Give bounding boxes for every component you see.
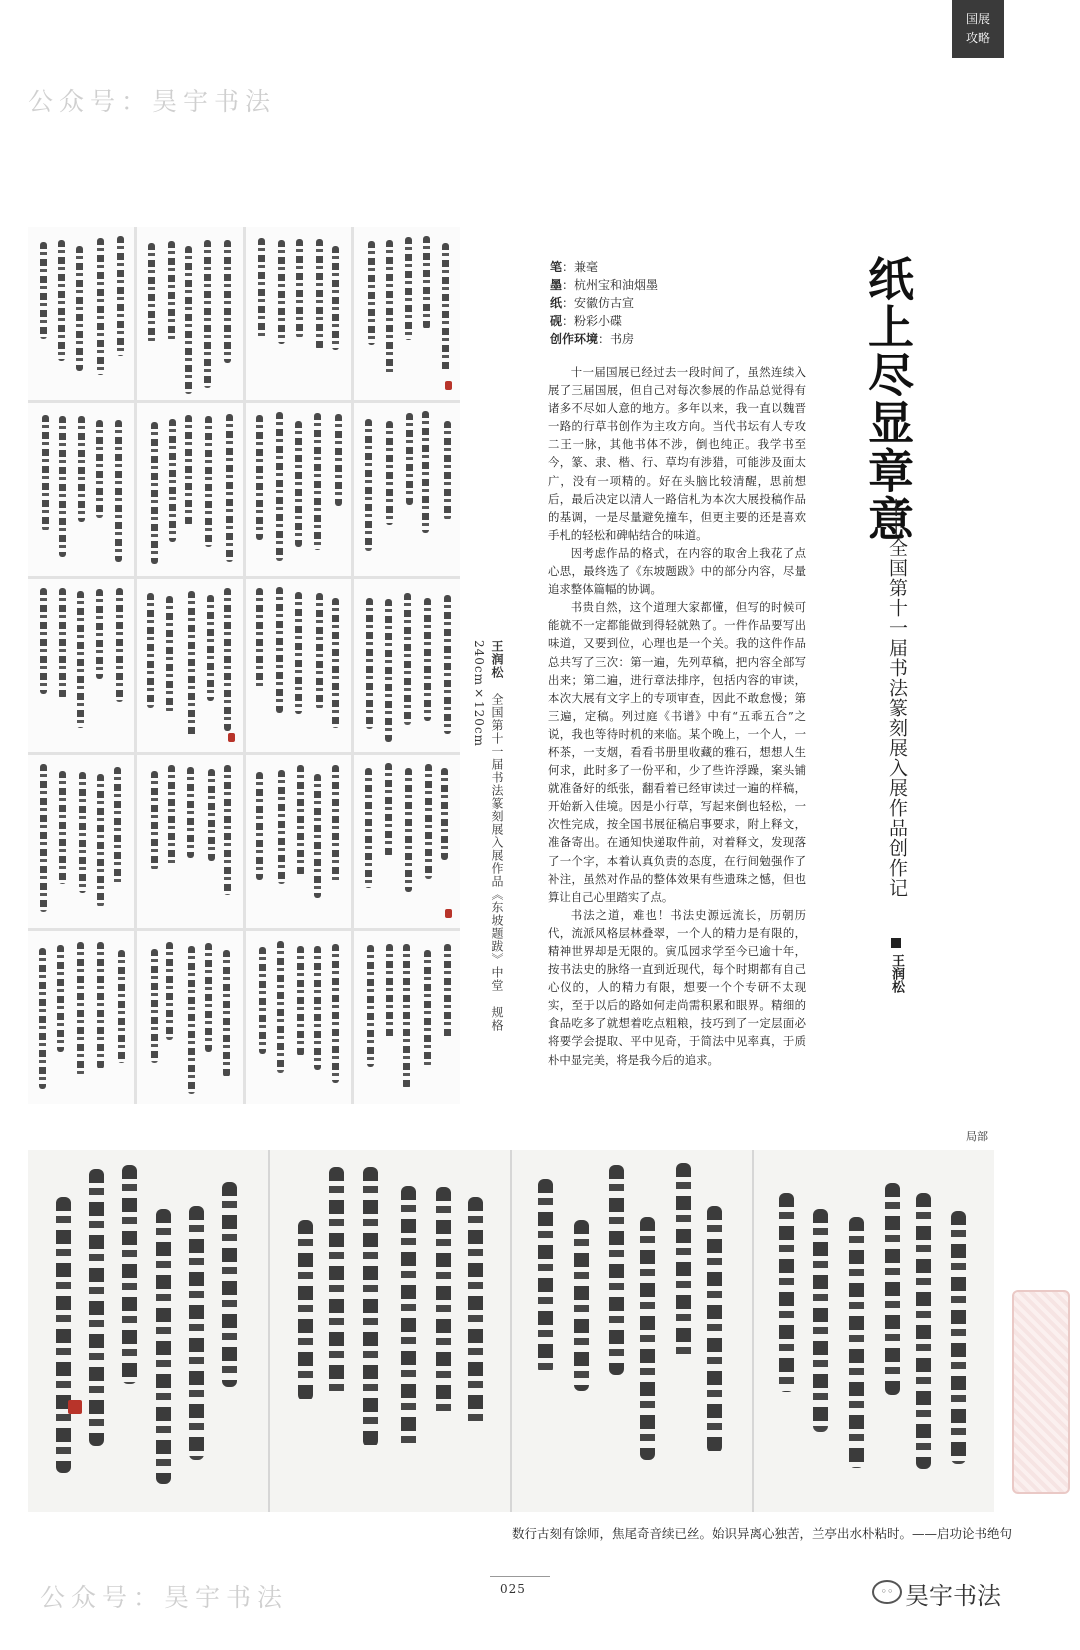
calligraphy-panel [137,931,243,1104]
tool-value: 书房 [610,332,635,346]
calligraphy-panel [354,403,460,576]
seal-stamp-image [1012,1290,1070,1494]
detail-label: 局部 [966,1130,988,1143]
tool-item [550,312,800,330]
tool-label: 纸 [550,296,563,310]
section-tag-line2: 攻略 [965,31,990,45]
calligraphy-panel [28,227,134,400]
tool-value: 安徽仿古宣 [574,296,635,310]
byline-marker [891,938,901,948]
work-caption [466,640,506,1100]
calligraphy-panel [28,755,134,928]
calligraphy-panel [354,931,460,1104]
calligraphy-panel [246,579,352,752]
article-body [548,363,806,1069]
calligraphy-work-image [28,227,460,1104]
tool-label: 笔 [550,260,563,274]
calligraphy-detail-image [28,1150,994,1512]
tool-separator: ： [598,332,611,346]
tool-value: 杭州宝和油烟墨 [574,278,659,292]
calligraphy-panel [137,227,243,400]
detail-panel [270,1150,510,1512]
detail-panel [28,1150,268,1512]
tools-list [550,258,800,348]
tool-item [550,258,800,276]
tool-value: 兼毫 [574,260,599,274]
calligraphy-panel [354,755,460,928]
tool-item [550,294,800,312]
tool-label: 墨 [550,278,563,292]
tool-separator: ： [562,278,575,292]
article-paragraph: 因考虑作品的格式，在内容的取舍上我花了点心思，最终选了《东坡题跋》中的部分内容，尽量追求整体篇幅的协调。 [548,545,806,597]
calligraphy-panel [246,755,352,928]
section-tag [952,0,1004,58]
tool-item [550,276,800,294]
caption-author: 王润松 [490,640,504,679]
tool-item [550,330,800,348]
detail-panel [512,1150,752,1512]
calligraphy-panel [137,579,243,752]
article-paragraph: 书法之道，难也！书法史源远流长，历朝历代，流派风格层林叠翠，一个人的精力是有限的，精神世界却是无限的。寅瓜园求学至今已逾十年，按书法史的脉络一直到近现代，每个时期都有自己心仪的，人的精力有限，想要一个个专研不太现实，至于以后的路如何走尚需积累和眼界。精细的食品吃多了就想着吃点粗粮，技巧到了一定层面必将要学会提取、平中见奇，于简法中见率真，于质朴中显完美，将是我今后的追求。 [548,907,806,1067]
article-title: 纸上尽显章意 [861,255,915,543]
tool-label: 砚 [550,314,563,328]
page-number: 025 [500,1582,526,1596]
watermark-bottom: 公众号：昊宇书法 [40,1583,289,1612]
watermark-top: 公众号：昊宇书法 [28,87,277,116]
byline-author: 王润松 [889,954,904,993]
calligraphy-panel [28,931,134,1104]
tool-separator: ： [562,296,575,310]
caption-size: 规格 240cm×120cm [472,640,504,1032]
calligraphy-panel [137,403,243,576]
calligraphy-panel [246,227,352,400]
brand-name: 昊宇书法 [905,1582,1001,1610]
calligraphy-panel [28,579,134,752]
article-paragraph: 十一届国展已经过去一段时间了，虽然连续入展了三届国展，但自己对每次参展的作品总觉得有诸多不尽如人意的地方。多年以来，我一直以魏晋一路的行草书创作为主攻方向。当代书坛有人专攻二王一脉，其他书体不涉，倒也纯正。我学书至今，篆、隶、楷、行、草均有涉猎，可能涉及面太广，没有一项精的。好在头脑比较清醒，思前想后，最后决定以清人一路信札为本次大展投稿作品的基调，一是尽量避免撞车，但更主要的还是喜欢手札的轻松和碑帖结合的味道。 [548,365,806,542]
tool-label: 创作环境 [550,332,599,346]
calligraphy-panel [354,227,460,400]
tool-value: 粉彩小碟 [574,314,623,328]
calligraphy-panel [246,931,352,1104]
caption-work-title: 《东坡题跋》中堂 [490,888,504,992]
article-byline [887,938,906,993]
footer-rule [490,1576,550,1577]
calligraphy-panel [246,403,352,576]
article-subtitle: ——全国第十一届书法篆刻展入展作品创作记 [886,498,908,898]
quote-line: 数行古刻有馀师，焦尾奇音续已丝。始识异离心独苦，兰亭出水朴粘时。——启功论书绝句 [511,1526,1012,1541]
section-tag-line1: 国展 [965,12,990,26]
calligraphy-panel [354,579,460,752]
wechat-icon: ◦◦ [872,1580,902,1604]
article-paragraph: 书贵自然，这个道理大家都懂，但写的时候可能就不一定都能做到得轻就熟了。一件作品要写出味道，又要到位，心理也是一个关。我的这件作品总共写了三次：第一遍，先列草稿，把内容全部写出来；第二遍，进行章法排序，包括内容的审读，本次大展有文字上的专项审查，因此不敢怠慢；第三遍，定稿。列过庭《书谱》中有“五乖五合”之说，我也等待时机的来临。某个晚上，一个人，一杯茶，一支烟，看看书册里收藏的雅石，想想人生何求，此时多了一份平和，少了些许浮躁，案头铺就准备好的纸张，翻看着已经审读过一遍的样稿，开始新入佳境。因是小行草，写起来倒也轻松，一次性完成，按全国书展征稿启事要求，附上释文，准备寄出。在通知快递取件前，对着释文，发现落了一个字，本着认真负责的态度，在行间勉强作了补注，虽然对作品的整体效果有些遗珠之憾，但也算让自己心里踏实了点。 [548,600,806,904]
caption-description: 全国第十一届书法篆刻展入展作品 [490,693,504,888]
detail-panel [754,1150,994,1512]
calligraphy-panel [137,755,243,928]
tool-separator: ： [562,260,575,274]
calligraphy-panel [28,403,134,576]
tool-separator: ： [562,314,575,328]
